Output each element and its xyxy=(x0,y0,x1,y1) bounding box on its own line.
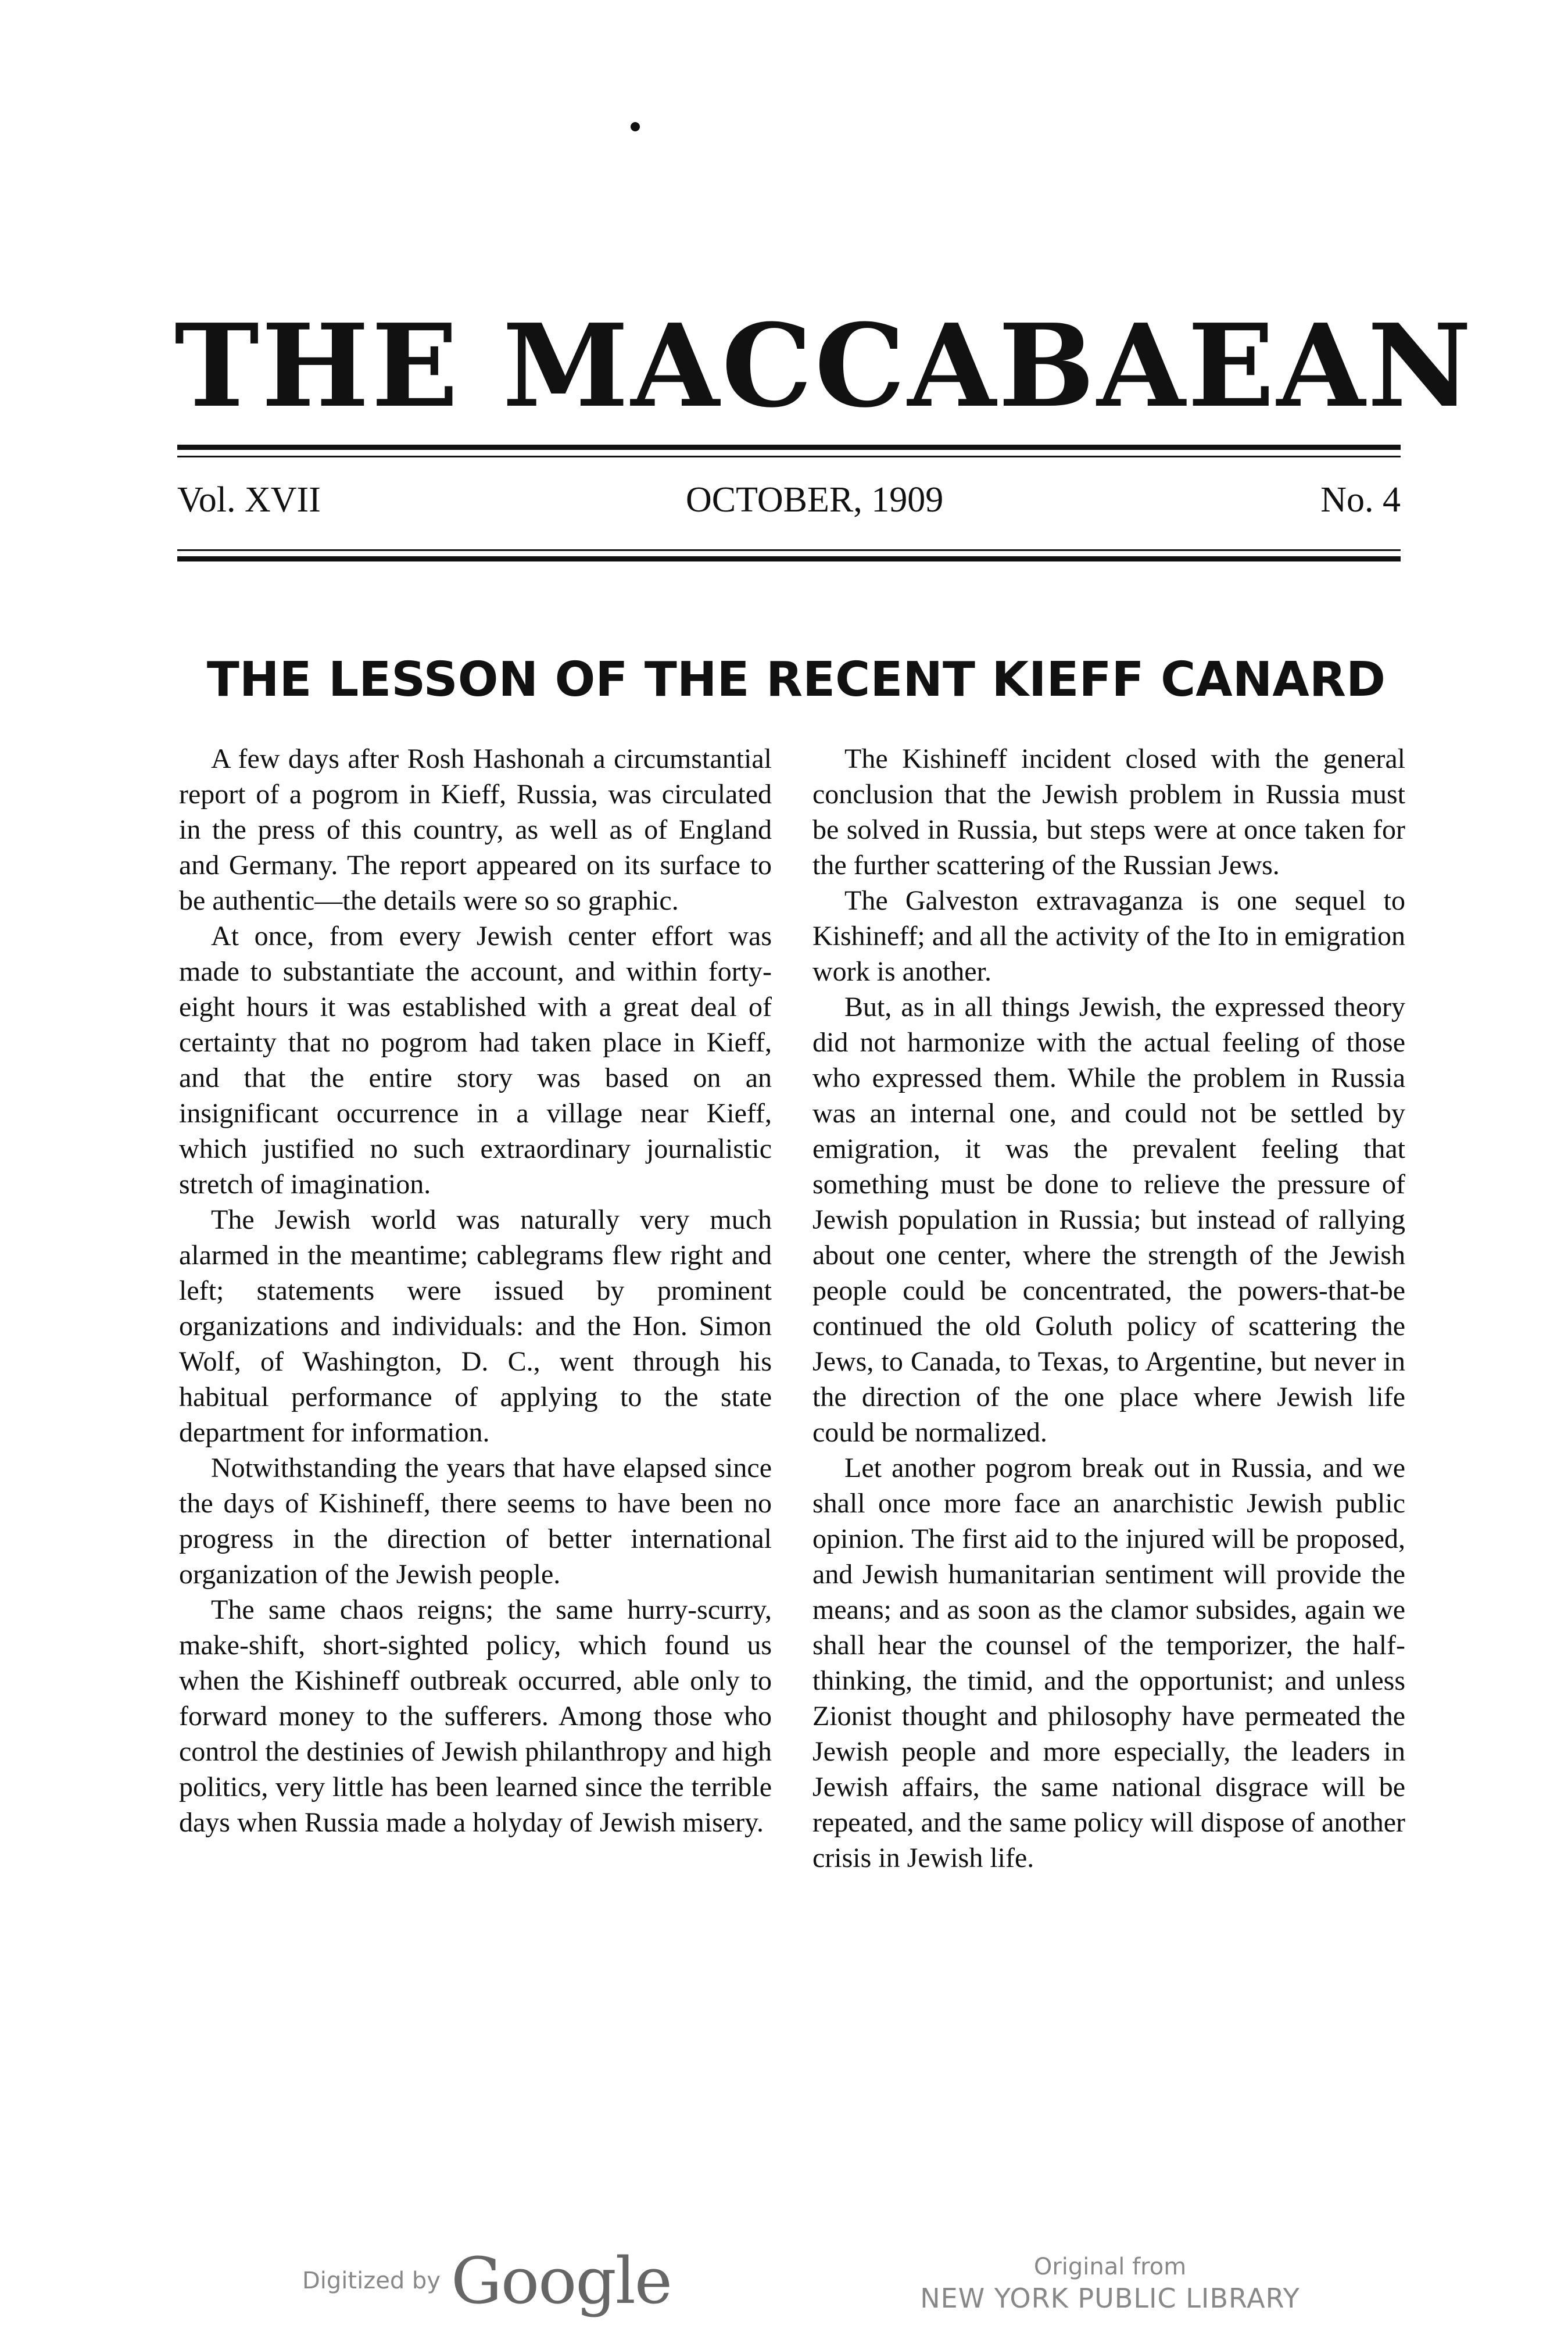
ornament-dot xyxy=(631,122,640,131)
issue-rule-thick xyxy=(177,556,1401,561)
digitized-by-google xyxy=(302,2244,672,2318)
issue-date: OCTOBER, 1909 xyxy=(686,480,944,520)
volume-label: Vol. XVII xyxy=(177,480,321,520)
library-name: NEW YORK PUBLIC LIBRARY xyxy=(920,2283,1300,2314)
masthead-rule-thick xyxy=(177,445,1401,450)
original-from-library xyxy=(918,2252,1302,2315)
article-title: THE LESSON OF THE RECENT KIEFF CANARD xyxy=(206,652,1386,707)
masthead-rule-thin xyxy=(177,456,1401,457)
paragraph: The Jewish world was naturally very much alarmed in the meantime; cablegrams flew right and left; statements were issued by prominent organizations and individuals: and the Hon. Simon Wolf, of Washington, D. C., went through his habitual performance of applying to the state department for information. xyxy=(179,1204,772,1448)
digitized-by-label: Digitized by xyxy=(302,2267,441,2294)
paragraph: At once, from every Jewish center effort was made to substantiate the account, and within forty-eight hours it was established with a great deal of certainty that no pogrom had taken place in Kieff, and that the entire story was based on an insignificant occurrence in a village near Kieff, which justified no such extraordinary journalistic stretch of imagination. xyxy=(179,921,772,1200)
paragraph: The Galveston extravaganza is one sequel to Kishineff; and all the activity of the Ito in emigration work is another. xyxy=(812,885,1405,987)
issue-line xyxy=(177,474,1401,526)
google-logo: Google xyxy=(451,2244,672,2318)
paragraph: Let another pogrom break out in Russia, and we shall once more face an anarchistic Jewish public opinion. The first aid to the injured will be proposed, and Jewish humanitarian sentiment will provide the means; and as soon as the clamor subsides, again we shall hear the counsel of the temporizer, the half-thinking, the timid, and the opportunist; and unless Zionist thought and philosophy have permeated the Jewish people and more especially, the leaders in Jewish affairs, the same national disgrace will be repeated, and the same policy will dispose of another crisis in Jewish life. xyxy=(812,1453,1405,1873)
issue-rule-thin xyxy=(177,549,1401,551)
article-column-right xyxy=(812,741,1405,1876)
paragraph: Notwithstanding the years that have elapsed since the days of Kishineff, there seems to have been no progress in the direction of better international organization of the Jewish people. xyxy=(179,1453,772,1590)
article-column-left xyxy=(179,741,772,1840)
paragraph: But, as in all things Jewish, the expressed theory did not harmonize with the actual feeling of those who expressed them. While the problem in Russia was an internal one, and could not be settled by emigration, it was the prevalent feeling that something must be done to relieve the pressure of Jewish population in Russia; but instead of rallying about one center, where the strength of the Jewish people could be concentrated, the powers-that-be continued the old Goluth policy of scattering the Jews, to Canada, to Texas, to Argentine, but never in the direction of the one place where Jewish life could be normalized. xyxy=(812,992,1405,1448)
paragraph: The Kishineff incident closed with the general conclusion that the Jewish problem in Russia must be solved in Russia, but steps were at once taken for the further scattering of the Russian Jews. xyxy=(812,743,1405,881)
original-from-label: Original from xyxy=(1033,2254,1187,2280)
masthead-title: THE MACCABAEAN xyxy=(174,299,1474,433)
paragraph: The same chaos reigns; the same hurry-scurry, make-shift, short-sighted policy, which found us when the Kishineff outbreak occurred, able only to forward money to the sufferers. Among those who control the destinies of Jewish philanthropy and high politics, very little has been learned since the terrible days when Russia made a holyday of Jewish misery. xyxy=(179,1594,772,1838)
issue-number: No. 4 xyxy=(1320,480,1401,520)
paragraph: A few days after Rosh Hashonah a circumstantial report of a pogrom in Kieff, Russia, was circulated in the press of this country, as well as of England and Germany. The report appeared on its surface to be authentic—the details were so so graphic. xyxy=(179,743,772,916)
